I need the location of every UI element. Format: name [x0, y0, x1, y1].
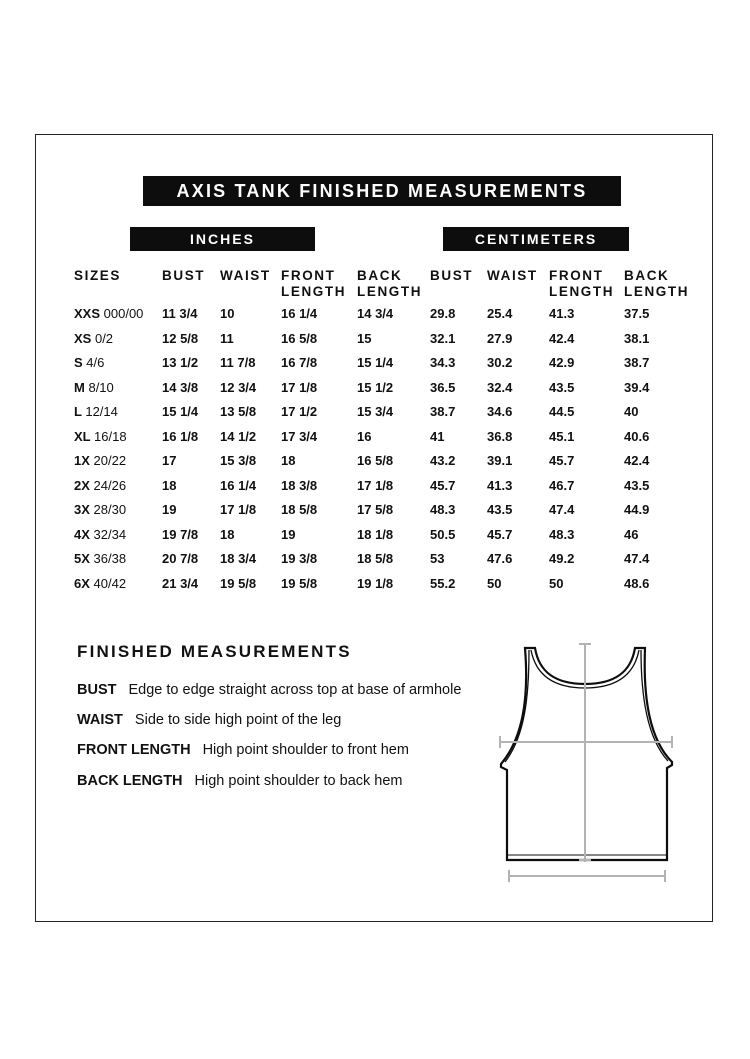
cell-bust-cm: 50.5	[430, 526, 456, 542]
cell-front-length-in: 18 5/8	[281, 502, 318, 517]
col-header-bust-in: BUST	[162, 268, 206, 283]
size-label	[74, 551, 126, 566]
cell-waist-in: 10	[220, 306, 235, 321]
cell-front-length-cm: 47.4	[549, 502, 575, 517]
cell-front-length-cm: 49.2	[549, 551, 575, 566]
col-header-front-length-cm: FRONT LENGTH	[549, 268, 615, 299]
cell-front-length-cm: 42.4	[549, 330, 575, 346]
cell-front-length-in: 16 5/8	[281, 330, 318, 346]
finished-measurements-title: FINISHED MEASUREMENTS	[77, 642, 352, 661]
size-code: 3X	[74, 502, 90, 517]
cell-bust-in: 20 7/8	[162, 551, 199, 566]
size-number: 32/34	[93, 526, 127, 542]
tank-top-measurement-diagram	[495, 640, 680, 885]
tank-outline	[501, 648, 672, 860]
definition-text: Edge to edge straight across top at base of armhole	[128, 682, 462, 698]
table-row	[0, 527, 750, 547]
size-code: 1X	[74, 453, 90, 468]
cell-waist-cm: 27.9	[487, 330, 513, 346]
size-code: 5X	[74, 551, 90, 566]
size-label	[74, 576, 126, 591]
cell-back-length-cm: 40	[624, 404, 639, 419]
size-number: 8/10	[88, 379, 114, 395]
size-number: 36/38	[93, 551, 127, 566]
size-label	[74, 527, 126, 542]
size-number: 4/6	[86, 355, 105, 370]
cell-back-length-in: 18 1/8	[357, 526, 394, 542]
cell-back-length-in: 16 5/8	[357, 453, 394, 468]
table-row	[0, 404, 750, 424]
cell-front-length-cm: 46.7	[549, 477, 575, 493]
col-header-back-length-cm: BACK LENGTH	[624, 268, 690, 299]
cell-bust-in: 21 3/4	[162, 575, 199, 591]
size-label	[74, 306, 143, 321]
size-number: 12/14	[85, 404, 118, 419]
definition-term: BACK LENGTH	[77, 773, 183, 789]
cell-waist-in: 18	[220, 526, 235, 542]
size-label	[74, 453, 126, 468]
table-row	[0, 331, 750, 351]
cell-bust-cm: 29.8	[430, 306, 456, 321]
cell-front-length-in: 17 1/8	[281, 379, 318, 395]
col-header-front-length-in: FRONT LENGTH	[281, 268, 347, 299]
size-label	[74, 502, 126, 517]
cell-waist-in: 14 1/2	[220, 428, 257, 444]
cell-waist-cm: 50	[487, 575, 502, 591]
cell-bust-in: 16 1/8	[162, 428, 199, 444]
cell-bust-cm: 45.7	[430, 477, 456, 493]
cell-back-length-in: 14 3/4	[357, 306, 394, 321]
cell-waist-cm: 36.8	[487, 428, 513, 444]
cell-bust-cm: 41	[430, 428, 445, 444]
col-header-waist-in: WAIST	[220, 268, 271, 283]
cell-waist-in: 18 3/4	[220, 551, 257, 566]
cell-bust-cm: 34.3	[430, 355, 456, 370]
cell-bust-in: 12 5/8	[162, 330, 199, 346]
cell-bust-cm: 55.2	[430, 575, 456, 591]
cell-back-length-in: 16	[357, 428, 372, 444]
cell-back-length-cm: 46	[624, 526, 639, 542]
cell-bust-in: 19 7/8	[162, 526, 199, 542]
cell-bust-in: 13 1/2	[162, 355, 199, 370]
cell-back-length-in: 17 5/8	[357, 502, 394, 517]
cell-bust-in: 15 1/4	[162, 404, 199, 419]
cell-front-length-cm: 48.3	[549, 526, 575, 542]
table-row	[0, 551, 750, 571]
cell-bust-in: 14 3/8	[162, 379, 199, 395]
size-label	[74, 404, 118, 419]
table-row	[0, 576, 750, 596]
cell-back-length-cm: 42.4	[624, 453, 650, 468]
cell-front-length-cm: 43.5	[549, 379, 575, 395]
table-row	[0, 429, 750, 449]
cell-back-length-in: 15 3/4	[357, 404, 394, 419]
cell-waist-cm: 39.1	[487, 453, 513, 468]
size-number: 0/2	[94, 330, 114, 346]
cell-waist-cm: 25.4	[487, 306, 513, 321]
cell-back-length-in: 18 5/8	[357, 551, 394, 566]
definition-text: High point shoulder to front hem	[202, 742, 409, 758]
cell-waist-in: 12 3/4	[220, 379, 257, 395]
cell-front-length-in: 19 5/8	[281, 575, 318, 591]
size-label	[74, 331, 113, 346]
cell-waist-cm: 45.7	[487, 526, 513, 542]
cell-back-length-cm: 44.9	[624, 502, 650, 517]
definition-back-length	[77, 773, 403, 789]
definition-waist	[77, 712, 341, 728]
table-row	[0, 355, 750, 375]
cell-bust-in: 18	[162, 477, 177, 493]
cell-waist-cm: 30.2	[487, 355, 513, 370]
size-code: XS	[74, 330, 92, 346]
cell-waist-in: 17 1/8	[220, 502, 257, 517]
size-code: M	[74, 379, 85, 395]
cell-back-length-in: 15 1/4	[357, 355, 394, 370]
size-code: XL	[74, 428, 91, 444]
page-title: AXIS TANK FINISHED MEASUREMENTS	[143, 176, 621, 206]
cell-back-length-in: 15 1/2	[357, 379, 394, 395]
cell-front-length-in: 16 7/8	[281, 355, 318, 370]
cell-front-length-cm: 42.9	[549, 355, 575, 370]
size-code: 4X	[74, 526, 90, 542]
cell-waist-cm: 47.6	[487, 551, 513, 566]
cell-front-length-in: 16 1/4	[281, 306, 318, 321]
definition-term: BUST	[77, 682, 117, 698]
cell-waist-cm: 34.6	[487, 404, 513, 419]
table-row	[0, 478, 750, 498]
cell-waist-in: 15 3/8	[220, 453, 257, 468]
cell-back-length-cm: 37.5	[624, 306, 650, 321]
cell-front-length-cm: 44.5	[549, 404, 575, 419]
definition-term: FRONT LENGTH	[77, 742, 191, 758]
cell-front-length-in: 17 3/4	[281, 428, 318, 444]
cell-front-length-in: 19 3/8	[281, 551, 318, 566]
cell-back-length-cm: 47.4	[624, 551, 650, 566]
col-header-waist-cm: WAIST	[487, 268, 538, 283]
cell-bust-in: 19	[162, 502, 177, 517]
size-number: 16/18	[94, 428, 127, 444]
table-row	[0, 380, 750, 400]
cell-front-length-cm: 50	[549, 575, 564, 591]
cell-back-length-cm: 48.6	[624, 575, 650, 591]
cell-front-length-in: 17 1/2	[281, 404, 318, 419]
cell-front-length-in: 19	[281, 526, 296, 542]
definition-front-length	[77, 742, 409, 758]
size-number: 40/42	[93, 575, 127, 591]
size-code: S	[74, 355, 83, 370]
cell-bust-cm: 48.3	[430, 502, 456, 517]
cell-bust-cm: 32.1	[430, 330, 456, 346]
size-code: 6X	[74, 575, 90, 591]
size-label	[74, 355, 104, 370]
cell-waist-in: 11 7/8	[220, 355, 256, 370]
col-header-bust-cm: BUST	[430, 268, 474, 283]
col-header-back-length-in: BACK LENGTH	[357, 268, 423, 299]
centimeters-header: CENTIMETERS	[443, 227, 629, 251]
size-number: 28/30	[93, 502, 127, 517]
col-header-sizes: SIZES	[74, 268, 122, 283]
size-code: L	[74, 404, 82, 419]
cell-bust-cm: 36.5	[430, 379, 456, 395]
cell-bust-cm: 38.7	[430, 404, 456, 419]
cell-bust-in: 17	[162, 453, 177, 468]
cell-waist-in: 13 5/8	[220, 404, 257, 419]
cell-back-length-in: 17 1/8	[357, 477, 394, 493]
cell-back-length-cm: 40.6	[624, 428, 650, 444]
cell-front-length-cm: 45.1	[549, 428, 575, 444]
definition-text: High point shoulder to back hem	[194, 773, 403, 789]
definition-bust	[77, 682, 461, 698]
cell-waist-in: 19 5/8	[220, 575, 257, 591]
cell-front-length-cm: 41.3	[549, 306, 575, 321]
inches-header: INCHES	[130, 227, 315, 251]
cell-back-length-cm: 38.7	[624, 355, 650, 370]
size-code: XXS	[74, 306, 101, 321]
cell-waist-cm: 32.4	[487, 379, 513, 395]
definition-term: WAIST	[77, 712, 123, 728]
cell-back-length-cm: 38.1	[624, 330, 650, 346]
cell-bust-in: 11 3/4	[162, 306, 198, 321]
table-row	[0, 502, 750, 522]
cell-waist-in: 16 1/4	[220, 477, 257, 493]
cell-waist-in: 11	[220, 330, 234, 346]
size-label	[74, 380, 114, 395]
cell-bust-cm: 43.2	[430, 453, 456, 468]
size-label	[74, 478, 126, 493]
size-number: 24/26	[93, 477, 127, 493]
table-row	[0, 306, 750, 326]
size-code: 2X	[74, 477, 90, 493]
cell-bust-cm: 53	[430, 551, 445, 566]
cell-waist-cm: 43.5	[487, 502, 513, 517]
cell-back-length-in: 15	[357, 330, 372, 346]
size-number: 20/22	[93, 453, 127, 468]
cell-front-length-cm: 45.7	[549, 453, 575, 468]
definition-text: Side to side high point of the leg	[134, 712, 342, 728]
size-number: 000/00	[103, 306, 144, 321]
cell-back-length-cm: 43.5	[624, 477, 650, 493]
table-row	[0, 453, 750, 473]
cell-waist-cm: 41.3	[487, 477, 513, 493]
cell-front-length-in: 18	[281, 453, 296, 468]
size-label	[74, 429, 127, 444]
cell-back-length-cm: 39.4	[624, 379, 650, 395]
cell-back-length-in: 19 1/8	[357, 575, 394, 591]
cell-front-length-in: 18 3/8	[281, 477, 318, 493]
